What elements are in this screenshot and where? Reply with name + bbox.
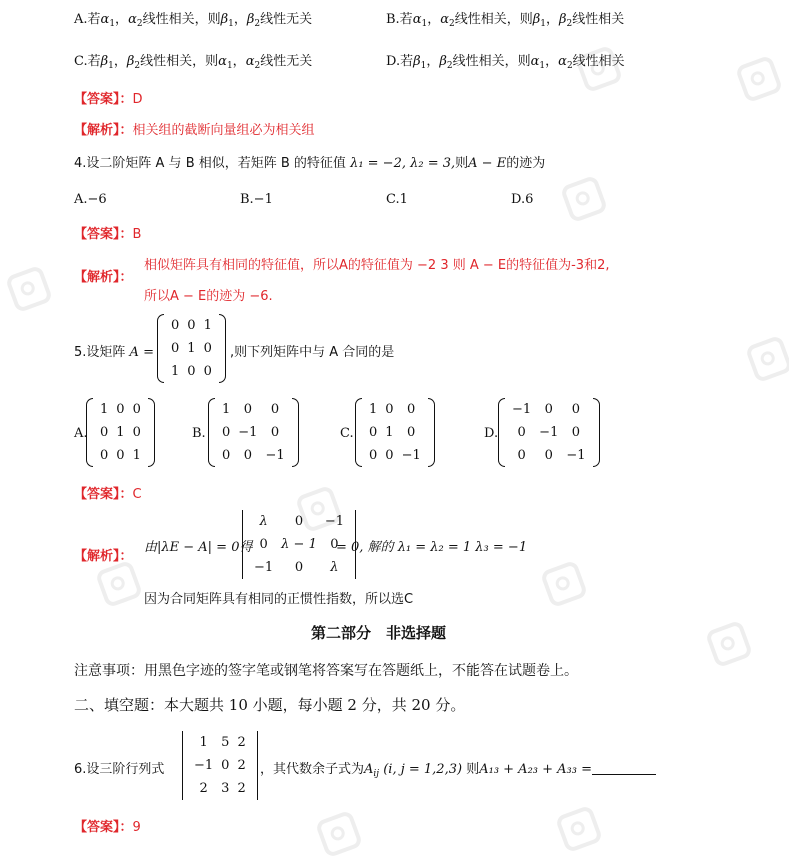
matrix-cell: 0 — [132, 402, 141, 417]
q6-answer: 【答案】：9 — [74, 820, 141, 835]
matrix-cell: 0 — [385, 448, 394, 463]
matrix-cell: −1 — [401, 448, 421, 463]
q5-option-b-label: B. — [192, 426, 206, 441]
q3-analysis: 【解析】：相关组的截断向量组必为相关组 — [74, 123, 315, 138]
matrix-cell: 0 — [544, 402, 553, 417]
q5-stem-suffix: ,则下列矩阵中与 A 合同的是 — [230, 345, 395, 360]
q4-option-a: A.−6 — [74, 192, 107, 207]
matrix-cell: 0 — [187, 318, 196, 333]
part2-section: 二、填空题：本大题共 10 小题，每小题 2 分，共 20 分。 — [74, 696, 466, 714]
q5-matrix — [157, 314, 226, 383]
matrix-cell: 0 — [294, 514, 304, 529]
matrix-cell: 0 — [132, 425, 141, 440]
matrix-cell: λ — [330, 560, 339, 575]
matrix-cell: 0 — [407, 425, 416, 440]
q5-answer: 【答案】：C — [74, 487, 142, 502]
matrix-bracket-left — [498, 398, 505, 467]
q4-option-c: C.1 — [386, 192, 408, 207]
matrix-cell: 1 — [199, 735, 208, 750]
q4-analysis-tag: 【解析】： — [74, 270, 133, 285]
watermark-logo — [540, 560, 589, 609]
matrix-cell: 0 — [221, 758, 230, 773]
matrix-cell: 0 — [187, 364, 196, 379]
matrix-cell: λ — [259, 514, 268, 529]
watermark-logo — [5, 265, 54, 314]
matrix-cell: 0 — [222, 425, 231, 440]
q3-option-b: B.若$\alpha_1$，$\alpha_2$线性相关，则$\beta_1$，$\beta_2$线性相关 — [386, 12, 625, 29]
matrix-cell: 1 — [222, 402, 231, 417]
matrix-cell: 0 — [385, 402, 394, 417]
q4-option-d: D.6 — [511, 192, 534, 207]
matrix-cell: 1 — [369, 402, 378, 417]
matrix-cell: 0 — [407, 402, 416, 417]
q5-option-a-label: A. — [74, 426, 88, 441]
matrix-cell: −1 — [512, 402, 532, 417]
q6-answer-blank[interactable] — [592, 762, 656, 775]
q5-option-c-label: C. — [340, 426, 354, 441]
q6-stem-prefix: 6.设三阶行列式 — [74, 762, 165, 777]
matrix-cell: 0 — [116, 402, 125, 417]
watermark-logo — [745, 335, 789, 384]
q5-option-d-matrix — [498, 398, 600, 467]
q3-option-c: C.若$\beta_1$，$\beta_2$线性相关，则$\alpha_1$，$\alpha_2$线性无关 — [74, 54, 313, 71]
determinant-bar-left — [242, 510, 243, 579]
matrix-cell: −1 — [194, 758, 214, 773]
matrix-cell: −1 — [238, 425, 258, 440]
matrix-cell: 0 — [369, 425, 378, 440]
determinant-bar-left — [182, 731, 183, 800]
matrix-cell: 1 — [116, 425, 125, 440]
q6-determinant — [180, 731, 260, 800]
q5-option-b-matrix — [208, 398, 299, 467]
q4-answer: 【答案】：B — [74, 227, 142, 242]
watermark-logo — [315, 810, 364, 858]
part2-notice: 注意事项：用黑色字迹的签字笔或钢笔将答案写在答题纸上，不能答在试题卷上。 — [74, 663, 578, 679]
matrix-bracket-right — [292, 398, 299, 467]
matrix-cell: 1 — [100, 402, 109, 417]
matrix-cell: 0 — [270, 402, 280, 417]
q4-analysis-line2: 所以A − E的迹为 −6. — [144, 289, 273, 304]
matrix-cell: 1 — [385, 425, 394, 440]
matrix-cell: 0 — [544, 448, 553, 463]
matrix-cell: 2 — [237, 735, 246, 750]
matrix-cell: −1 — [254, 560, 274, 575]
matrix-cell: 2 — [237, 758, 246, 773]
q6-stem-suffix: ，其代数余子式为$A_{ij}$ (i, j = 1,2,3) 则A₁₃ + A₂₃ + A₃₃ = — [260, 758, 656, 779]
matrix-cell: 5 — [221, 735, 230, 750]
matrix-cell: 0 — [100, 448, 109, 463]
matrix-cell: 0 — [100, 425, 109, 440]
matrix-cell: 0 — [517, 448, 526, 463]
q5-analysis-pre: 由|λE − A| = 0得 — [144, 540, 253, 555]
matrix-cell: 1 — [132, 448, 141, 463]
matrix-bracket-right — [593, 398, 600, 467]
matrix-bracket-right — [428, 398, 435, 467]
q4-stem: 4.设二阶矩阵 A 与 B 相似，若矩阵 B 的特征值 λ₁ = −2, λ₂ = 3,则A − E的迹为 — [74, 156, 546, 171]
watermark-logo — [95, 560, 144, 609]
matrix-cell: 2 — [237, 781, 246, 796]
q5-option-d-label: D. — [484, 426, 499, 441]
matrix-cell: 0 — [203, 341, 212, 356]
matrix-bracket-left — [86, 398, 93, 467]
q3-option-d: D.若$\beta_1$，$\beta_2$线性相关，则$\alpha_1$，$\alpha_2$线性相关 — [386, 54, 625, 71]
q5-option-c-matrix — [355, 398, 435, 467]
matrix-cell: 0 — [571, 425, 581, 440]
matrix-cell: 0 — [171, 341, 180, 356]
watermark-logo — [705, 620, 754, 669]
matrix-cell: 2 — [199, 781, 208, 796]
matrix-cell: 0 — [571, 402, 581, 417]
matrix-bracket-left — [355, 398, 362, 467]
matrix-cell: 0 — [243, 448, 252, 463]
matrix-cell: 1 — [171, 364, 180, 379]
watermark-logo — [560, 175, 609, 224]
determinant-bar-right — [257, 731, 258, 800]
matrix-bracket-left — [208, 398, 215, 467]
matrix-cell: 0 — [270, 425, 280, 440]
q4-analysis-line1: 相似矩阵具有相同的特征值，所以A的特征值为 −2 3 则 A − E的特征值为-3和2, — [144, 258, 610, 273]
matrix-cell: 0 — [243, 402, 252, 417]
q5-analysis-tag: 【解析】： — [74, 549, 133, 564]
q5-analysis-line2: 因为合同矩阵具有相同的正惯性指数，所以选C — [144, 592, 414, 607]
matrix-cell: 3 — [221, 781, 230, 796]
matrix-cell: 0 — [116, 448, 125, 463]
matrix-cell: λ − 1 — [281, 537, 317, 552]
matrix-cell: −1 — [539, 425, 559, 440]
matrix-cell: −1 — [265, 448, 285, 463]
q3-option-a: A.若$\alpha_1$，$\alpha_2$线性相关，则$\beta_1$，$\beta_2$线性无关 — [74, 12, 313, 29]
matrix-cell: −1 — [324, 514, 345, 529]
part2-heading: 第二部分 非选择题 — [311, 624, 447, 642]
matrix-bracket-left — [157, 314, 164, 383]
q3-answer: 【答案】：D — [74, 92, 143, 107]
matrix-cell: 0 — [369, 448, 378, 463]
matrix-cell: 1 — [187, 341, 196, 356]
matrix-bracket-right — [148, 398, 155, 467]
watermark-logo — [555, 805, 604, 854]
watermark-logo — [735, 55, 784, 104]
matrix-cell: 0 — [259, 537, 268, 552]
matrix-cell: 0 — [171, 318, 180, 333]
matrix-cell: 0 — [294, 560, 304, 575]
q4-option-b: B.−1 — [240, 192, 273, 207]
matrix-cell: 0 — [203, 364, 212, 379]
matrix-cell: 1 — [203, 318, 212, 333]
matrix-cell: 0 — [517, 425, 526, 440]
matrix-bracket-right — [219, 314, 226, 383]
q5-option-a-matrix — [86, 398, 155, 467]
q5-analysis-post: = 0, 解的 λ₁ = λ₂ = 1 λ₃ = −1 — [336, 540, 528, 555]
matrix-cell: −1 — [566, 448, 586, 463]
q5-stem-prefix: 5.设矩阵 A = — [74, 345, 154, 360]
matrix-cell: 0 — [330, 537, 339, 552]
matrix-cell: 0 — [222, 448, 231, 463]
